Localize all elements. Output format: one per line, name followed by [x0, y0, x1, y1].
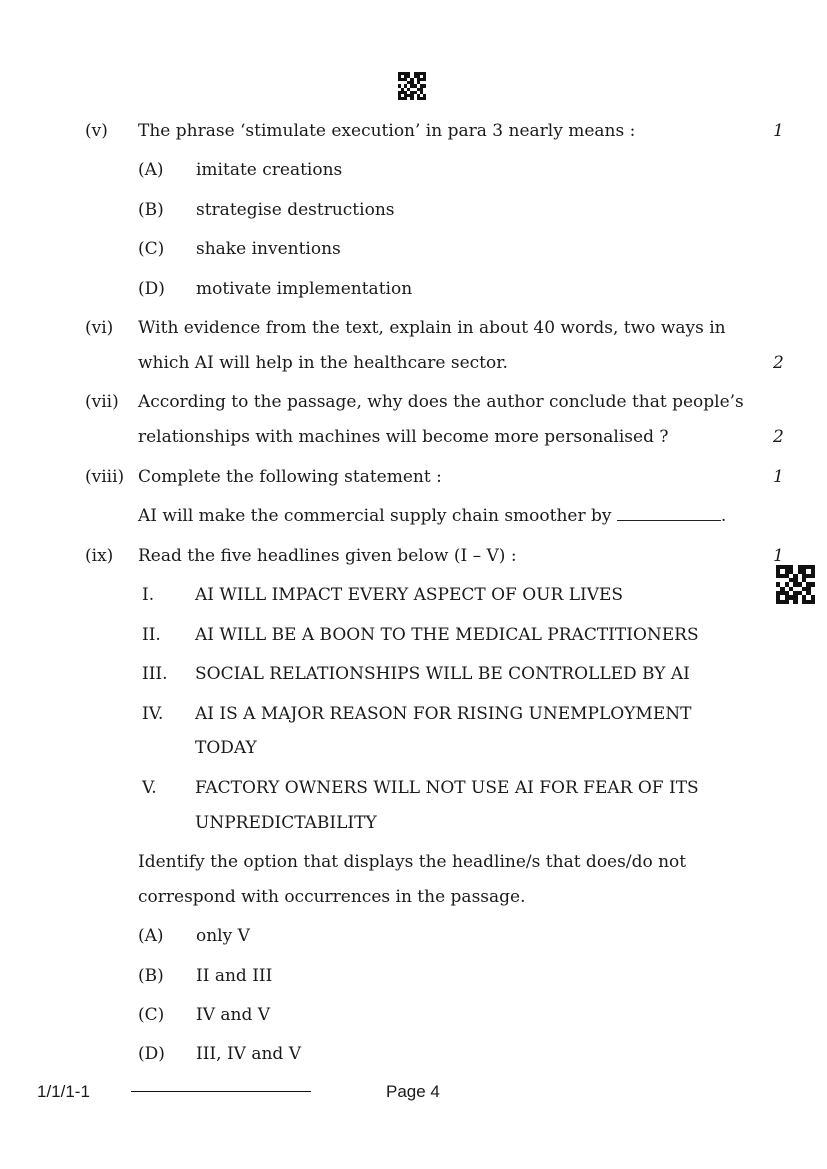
headline-text: TODAY: [195, 738, 257, 758]
option-label: (B): [138, 200, 164, 220]
instruction-text: Identify the option that displays the headline/s that does/do not: [138, 852, 687, 872]
qr-code-icon: [776, 565, 815, 604]
question-marks: 2: [773, 427, 784, 447]
statement-text: AI will make the commercial supply chain smoother by: [138, 506, 612, 526]
statement-end: .: [720, 506, 727, 526]
question-number: (vi): [85, 318, 114, 338]
question-marks: 1: [773, 546, 784, 566]
qr-code-icon: [398, 72, 426, 100]
question-number: (v): [85, 121, 108, 141]
option-label: (A): [138, 926, 164, 946]
question-number: (ix): [85, 546, 114, 566]
page-number: Page 4: [386, 1082, 440, 1101]
headline-label: I.: [142, 585, 155, 605]
headline-text: SOCIAL RELATIONSHIPS WILL BE CONTROLLED BY AI: [195, 664, 690, 684]
option-text: strategise destructions: [196, 200, 395, 220]
option-text: only V: [196, 926, 250, 946]
headline-label: IV.: [142, 704, 164, 724]
question-marks: 1: [773, 467, 784, 487]
headline-text: AI WILL BE A BOON TO THE MEDICAL PRACTITIONERS: [195, 625, 699, 645]
question-number: (vii): [85, 392, 119, 412]
option-label: (B): [138, 966, 164, 986]
question-marks: 1: [773, 121, 784, 141]
option-label: (D): [138, 279, 165, 299]
headline-text: AI IS A MAJOR REASON FOR RISING UNEMPLOYMENT: [195, 704, 692, 724]
option-label: (D): [138, 1044, 165, 1064]
question-text: With evidence from the text, explain in about 40 words, two ways in: [138, 318, 726, 338]
headline-label: III.: [142, 664, 168, 684]
paper-code: 1/1/1-1: [37, 1082, 90, 1101]
question-text: The phrase ‘stimulate execution’ in para 3 nearly means :: [138, 121, 636, 141]
headline-text: UNPREDICTABILITY: [195, 813, 377, 833]
option-label: (A): [138, 160, 164, 180]
question-text: which AI will help in the healthcare sector.: [138, 353, 508, 373]
headline-label: II.: [142, 625, 161, 645]
question-marks: 2: [773, 353, 784, 373]
answer-blank: [617, 506, 721, 521]
question-text: According to the passage, why does the author conclude that people’s: [138, 392, 744, 412]
option-label: (C): [138, 239, 165, 259]
question-number: (viii): [85, 467, 125, 487]
question-text: Complete the following statement :: [138, 467, 442, 487]
option-text: imitate creations: [196, 160, 343, 180]
footer-divider: [131, 1091, 311, 1092]
question-text: Read the five headlines given below (I – V) :: [138, 546, 517, 566]
headline-text: FACTORY OWNERS WILL NOT USE AI FOR FEAR OF ITS: [195, 778, 699, 798]
option-text: IV and V: [196, 1005, 271, 1025]
fill-in-statement: [138, 506, 726, 526]
headline-label: V.: [142, 778, 157, 798]
option-label: (C): [138, 1005, 165, 1025]
option-text: II and III: [196, 966, 273, 986]
option-text: III, IV and V: [196, 1044, 301, 1064]
instruction-text: correspond with occurrences in the passage.: [138, 887, 526, 907]
option-text: shake inventions: [196, 239, 341, 259]
question-text: relationships with machines will become more personalised ?: [138, 427, 669, 447]
headline-text: AI WILL IMPACT EVERY ASPECT OF OUR LIVES: [195, 585, 624, 605]
option-text: motivate implementation: [196, 279, 413, 299]
